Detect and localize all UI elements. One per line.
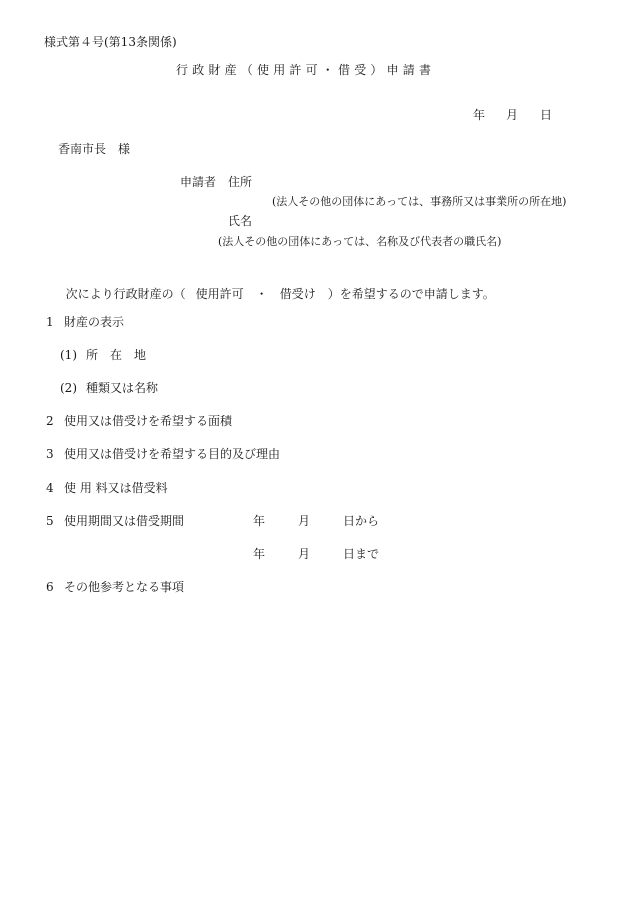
form-number: 様式第４号(第13条関係) <box>44 35 177 49</box>
request-suffix: ）を希望するので申請します。 <box>327 287 495 301</box>
request-sentence <box>58 276 495 300</box>
item-1-label: 財産の表示 <box>64 315 125 329</box>
item-4-number: 4 <box>46 481 54 495</box>
item-6-number: 6 <box>46 580 54 594</box>
item-5-number: 5 <box>46 514 54 528</box>
date-month-label: 月 <box>506 108 519 122</box>
item-2-number: 2 <box>46 414 54 428</box>
item-2-label: 使用又は借受けを希望する面積 <box>64 414 233 428</box>
date-year-label: 年 <box>473 108 486 122</box>
period-end-year: 年 <box>253 547 266 561</box>
item-1-number: 1 <box>46 315 54 329</box>
period-start-day: 日から <box>343 514 380 528</box>
request-option-use-permit: 使用許可 <box>195 287 244 301</box>
period-start-month: 月 <box>298 514 311 528</box>
request-prefix: 次により行政財産の（ <box>65 287 186 301</box>
item-3-label: 使用又は借受けを希望する目的及び理由 <box>64 447 281 461</box>
applicant-address-label: 住所 <box>228 175 253 189</box>
addressee: 香南市長 様 <box>58 142 131 156</box>
item-4-label: 使 用 料又は借受料 <box>64 481 168 495</box>
item-6-label: その他参考となる事項 <box>64 580 185 594</box>
applicant-name-label: 氏名 <box>228 214 253 228</box>
document-title: 行政財産（使用許可・借受）申請書 <box>176 63 436 77</box>
applicant-name-note: (法人その他の団体にあっては、名称及び代表者の職氏名) <box>218 235 502 248</box>
period-end-day: 日まで <box>343 547 380 561</box>
item-1-2-label: 種類又は名称 <box>86 381 159 395</box>
date-day-label: 日 <box>540 108 553 122</box>
applicant-label: 申請者 <box>180 175 217 189</box>
item-1-1-label: 所 在 地 <box>86 348 147 362</box>
period-start-year: 年 <box>253 514 266 528</box>
item-1-1-number: (1) <box>60 348 77 362</box>
request-option-separator: ・ <box>255 287 268 301</box>
item-3-number: 3 <box>46 447 54 461</box>
request-option-borrow: 借受け <box>279 287 316 301</box>
period-end-month: 月 <box>298 547 311 561</box>
item-1-2-number: (2) <box>60 381 77 395</box>
item-5-label: 使用期間又は借受期間 <box>64 514 185 528</box>
applicant-address-note: (法人その他の団体にあっては、事務所又は事業所の所在地) <box>272 195 567 208</box>
